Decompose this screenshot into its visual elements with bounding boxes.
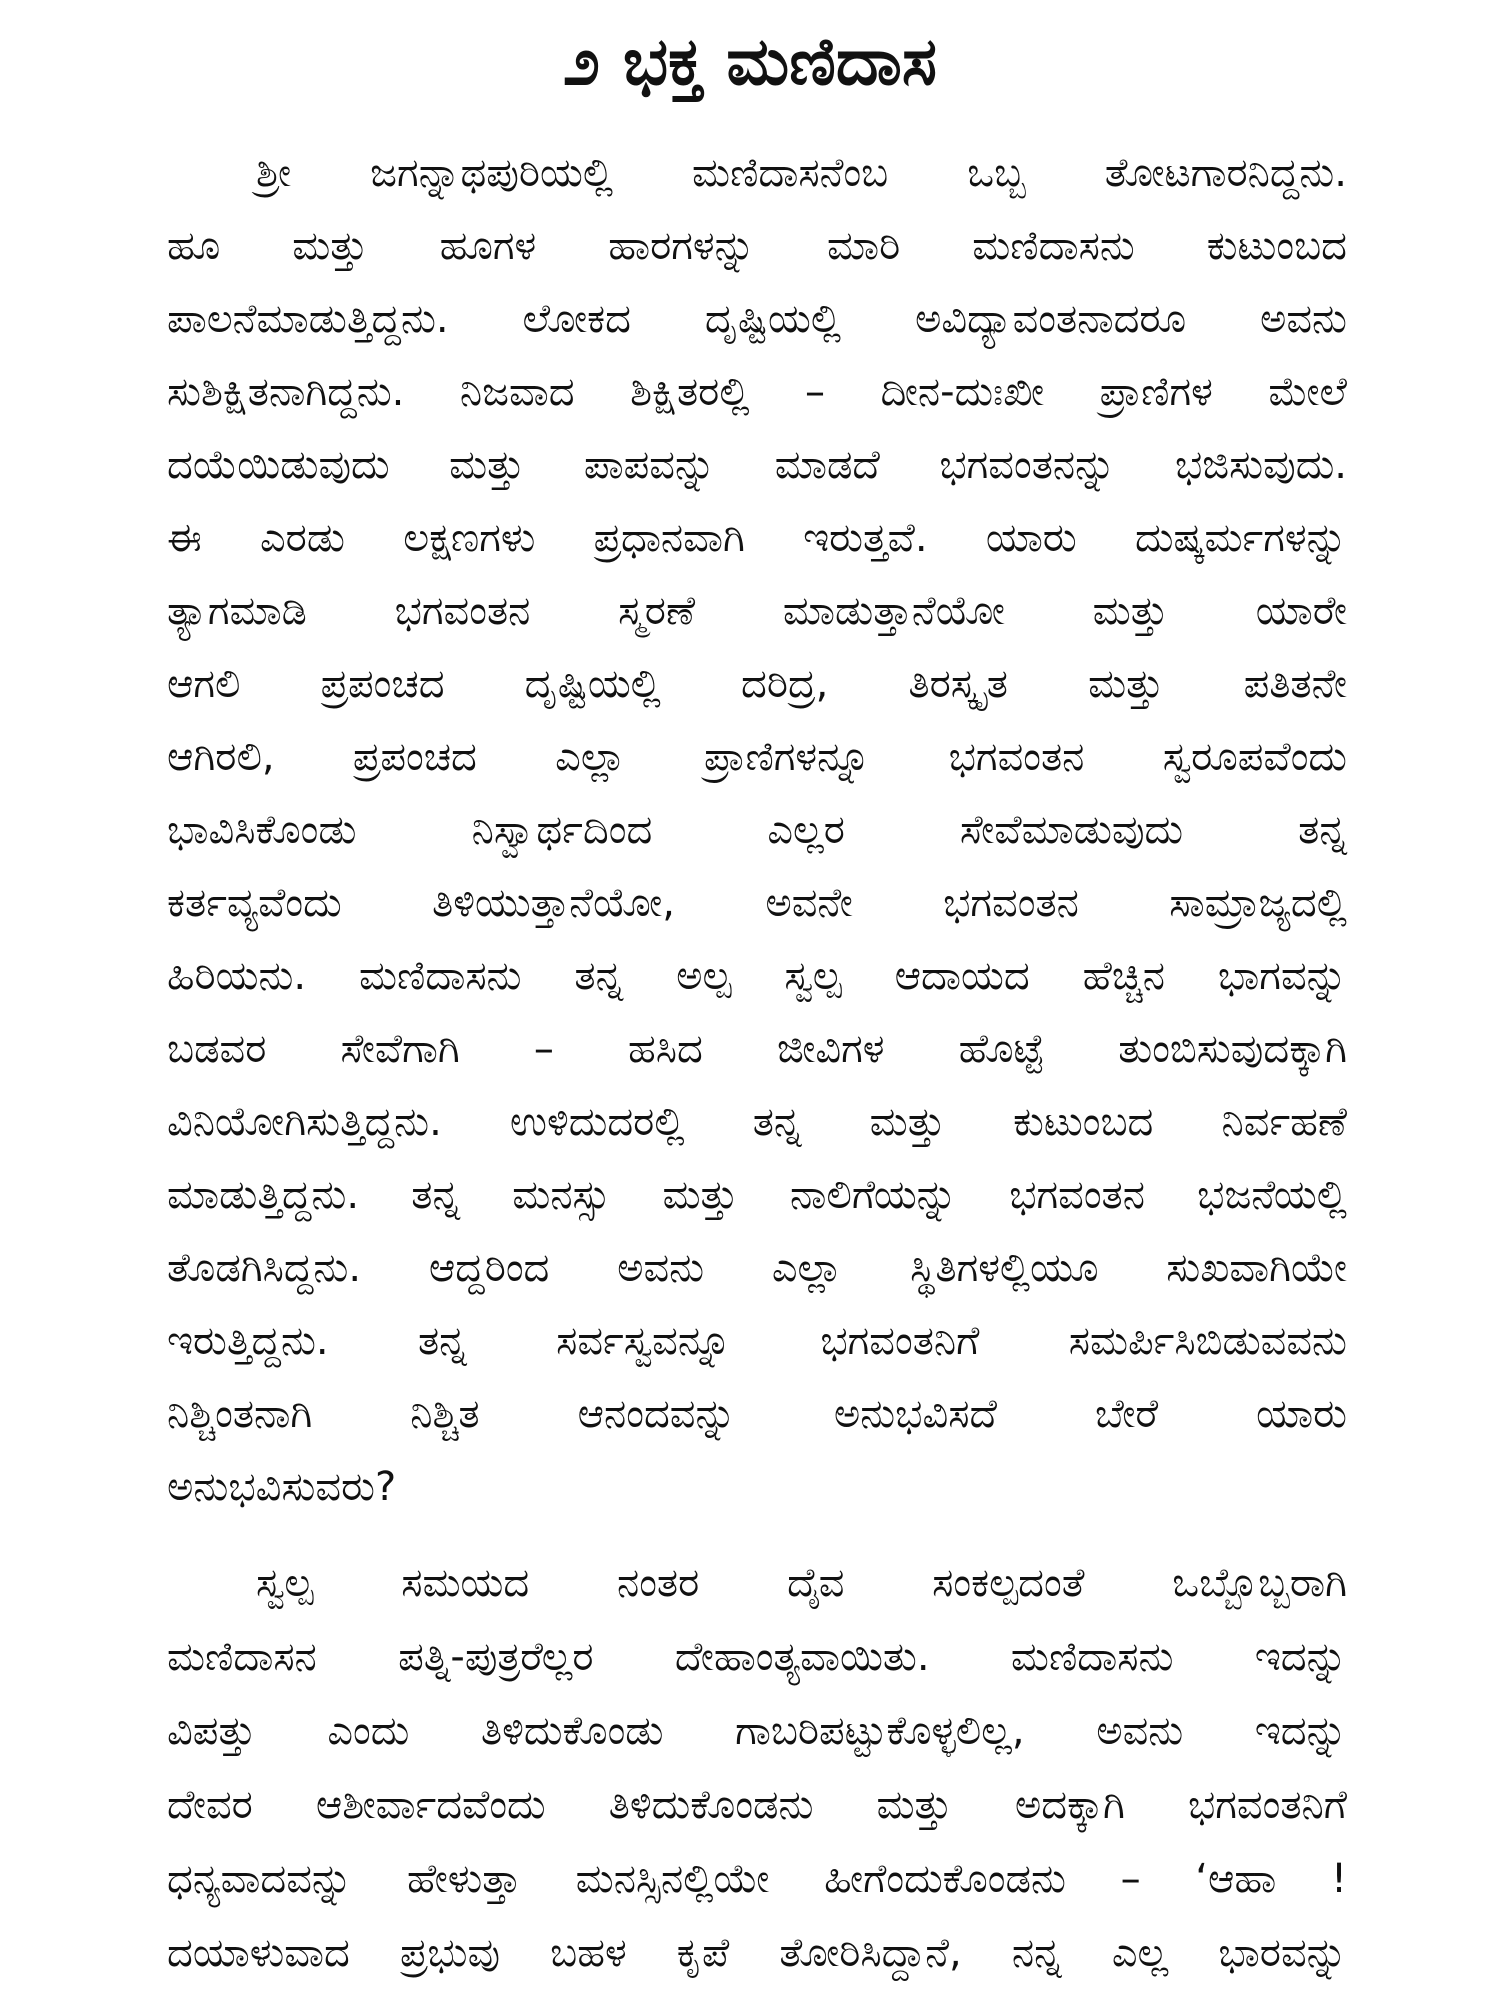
text-line: ಮಣಿದಾಸನ ಪತ್ನಿ-ಪುತ್ರರೆಲ್ಲರ ದೇಹಾಂತ್ಯವಾಯಿತು. ಮಣಿದಾಸನು ಇದನ್ನು bbox=[167, 1634, 1347, 1680]
page-title: ೨ ಭಕ್ತ ಮಣಿದಾಸ bbox=[563, 23, 937, 100]
text-line: ದಯೆಯಿಡುವುದು ಮತ್ತು ಪಾಪವನ್ನು ಮಾಡದೆ ಭಗವಂತನನ್ನು ಭಜಿಸುವುದು. bbox=[167, 442, 1347, 488]
text-line: ತೊಡಗಿಸಿದ್ದನು. ಆದ್ದರಿಂದ ಅವನು ಎಲ್ಲಾ ಸ್ಥಿತಿಗಳಲ್ಲಿಯೂ ಸುಖವಾಗಿಯೇ bbox=[167, 1245, 1347, 1291]
text-line: ಹಿರಿಯನು. ಮಣಿದಾಸನು ತನ್ನ ಅಲ್ಪ ಸ್ವಲ್ಪ ಆದಾಯದ ಹೆಚ್ಚಿನ ಭಾಗವನ್ನು bbox=[167, 953, 1347, 999]
text-line: ಇರುತ್ತಿದ್ದನು. ತನ್ನ ಸರ್ವಸ್ವವನ್ನೂ ಭಗವಂತನಿಗೆ ಸಮರ್ಪಿಸಿಬಿಡುವವನು bbox=[167, 1318, 1347, 1364]
text-line: ದೇವರ ಆಶೀರ್ವಾದವೆಂದು ತಿಳಿದುಕೊಂಡನು ಮತ್ತು ಅದಕ್ಕಾಗಿ ಭಗವಂತನಿಗೆ bbox=[167, 1782, 1347, 1828]
text-line: ಕರ್ತವ್ಯವೆಂದು ತಿಳಿಯುತ್ತಾನೆಯೋ, ಅವನೇ ಭಗವಂತನ ಸಾಮ್ರಾಜ್ಯದಲ್ಲಿ bbox=[167, 880, 1347, 926]
text-line: ಆಗಲಿ ಪ್ರಪಂಚದ ದೃಷ್ಟಿಯಲ್ಲಿ ದರಿದ್ರ, ತಿರಸ್ಕೃತ ಮತ್ತು ಪತಿತನೇ bbox=[167, 661, 1347, 707]
text-line: ಸುಶಿಕ್ಷಿತನಾಗಿದ್ದನು. ನಿಜವಾದ ಶಿಕ್ಷಿತರಲ್ಲಿ – ದೀನ-ದುಃಖೀ ಪ್ರಾಣಿಗಳ ಮೇಲೆ bbox=[167, 369, 1347, 415]
text-line: ಈ ಎರಡು ಲಕ್ಷಣಗಳು ಪ್ರಧಾನವಾಗಿ ಇರುತ್ತವೆ. ಯಾರು ದುಷ್ಕರ್ಮಗಳನ್ನು bbox=[167, 515, 1347, 561]
paragraph-2 bbox=[167, 1546, 1347, 1990]
text-line: ಬಡವರ ಸೇವೆಗಾಗಿ – ಹಸಿದ ಜೀವಿಗಳ ಹೊಟ್ಟೆ ತುಂಬಿಸುವುದಕ್ಕಾಗಿ bbox=[167, 1026, 1347, 1072]
text-line: ಶ್ರೀ ಜಗನ್ನಾಥಪುರಿಯಲ್ಲಿ ಮಣಿದಾಸನೆಂಬ ಒಬ್ಬ ತೋಟಗಾರನಿದ್ದನು. bbox=[256, 150, 1347, 196]
text-line: ನಿಶ್ಚಿಂತನಾಗಿ ನಿಶ್ಚಿತ ಆನಂದವನ್ನು ಅನುಭವಿಸದೆ ಬೇರೆ ಯಾರು bbox=[167, 1391, 1347, 1437]
text-line: ಸ್ವಲ್ಪ ಸಮಯದ ನಂತರ ದೈವ ಸಂಕಲ್ಪದಂತೆ ಒಬ್ಬೊಬ್ಬರಾಗಿ bbox=[256, 1560, 1347, 1606]
text-line: ಅನುಭವಿಸುವರು? bbox=[167, 1464, 397, 1510]
text-line: ಪಾಲನೆಮಾಡುತ್ತಿದ್ದನು. ಲೋಕದ ದೃಷ್ಟಿಯಲ್ಲಿ ಅವಿದ್ಯಾವಂತನಾದರೂ ಅವನು bbox=[167, 296, 1347, 342]
text-line: ಆಗಿರಲಿ, ಪ್ರಪಂಚದ ಎಲ್ಲಾ ಪ್ರಾಣಿಗಳನ್ನೂ ಭಗವಂತನ ಸ್ವರೂಪವೆಂದು bbox=[167, 734, 1347, 780]
paragraph-1 bbox=[167, 137, 1347, 1524]
text-line: ಧನ್ಯವಾದವನ್ನು ಹೇಳುತ್ತಾ ಮನಸ್ಸಿನಲ್ಲಿಯೇ ಹೀಗೆಂದುಕೊಂಡನು – ‘ಆಹಾ ! bbox=[167, 1856, 1347, 1902]
text-line: ತ್ಯಾಗಮಾಡಿ ಭಗವಂತನ ಸ್ಮರಣೆ ಮಾಡುತ್ತಾನೆಯೋ ಮತ್ತು ಯಾರೇ bbox=[167, 588, 1347, 634]
text-line: ಭಾವಿಸಿಕೊಂಡು ನಿಸ್ವಾರ್ಥದಿಂದ ಎಲ್ಲರ ಸೇವೆಮಾಡುವುದು ತನ್ನ bbox=[167, 807, 1347, 853]
text-line: ವಿಪತ್ತು ಎಂದು ತಿಳಿದುಕೊಂಡು ಗಾಬರಿಪಟ್ಟುಕೊಳ್ಳಲಿಲ್ಲ, ಅವನು ಇದನ್ನು bbox=[167, 1708, 1347, 1754]
text-line: ಹೂ ಮತ್ತು ಹೂಗಳ ಹಾರಗಳನ್ನು ಮಾರಿ ಮಣಿದಾಸನು ಕುಟುಂಬದ bbox=[167, 223, 1347, 269]
text-line: ವಿನಿಯೋಗಿಸುತ್ತಿದ್ದನು. ಉಳಿದುದರಲ್ಲಿ ತನ್ನ ಮತ್ತು ಕುಟುಂಬದ ನಿರ್ವಹಣೆ bbox=[167, 1099, 1347, 1145]
text-line: ಮಾಡುತ್ತಿದ್ದನು. ತನ್ನ ಮನಸ್ಸು ಮತ್ತು ನಾಲಿಗೆಯನ್ನು ಭಗವಂತನ ಭಜನೆಯಲ್ಲಿ bbox=[167, 1172, 1347, 1218]
text-line: ದಯಾಳುವಾದ ಪ್ರಭುವು ಬಹಳ ಕೃಪೆ ತೋರಿಸಿದ್ದಾನೆ, ನನ್ನ ಎಲ್ಲ ಭಾರವನ್ನು bbox=[167, 1930, 1347, 1976]
